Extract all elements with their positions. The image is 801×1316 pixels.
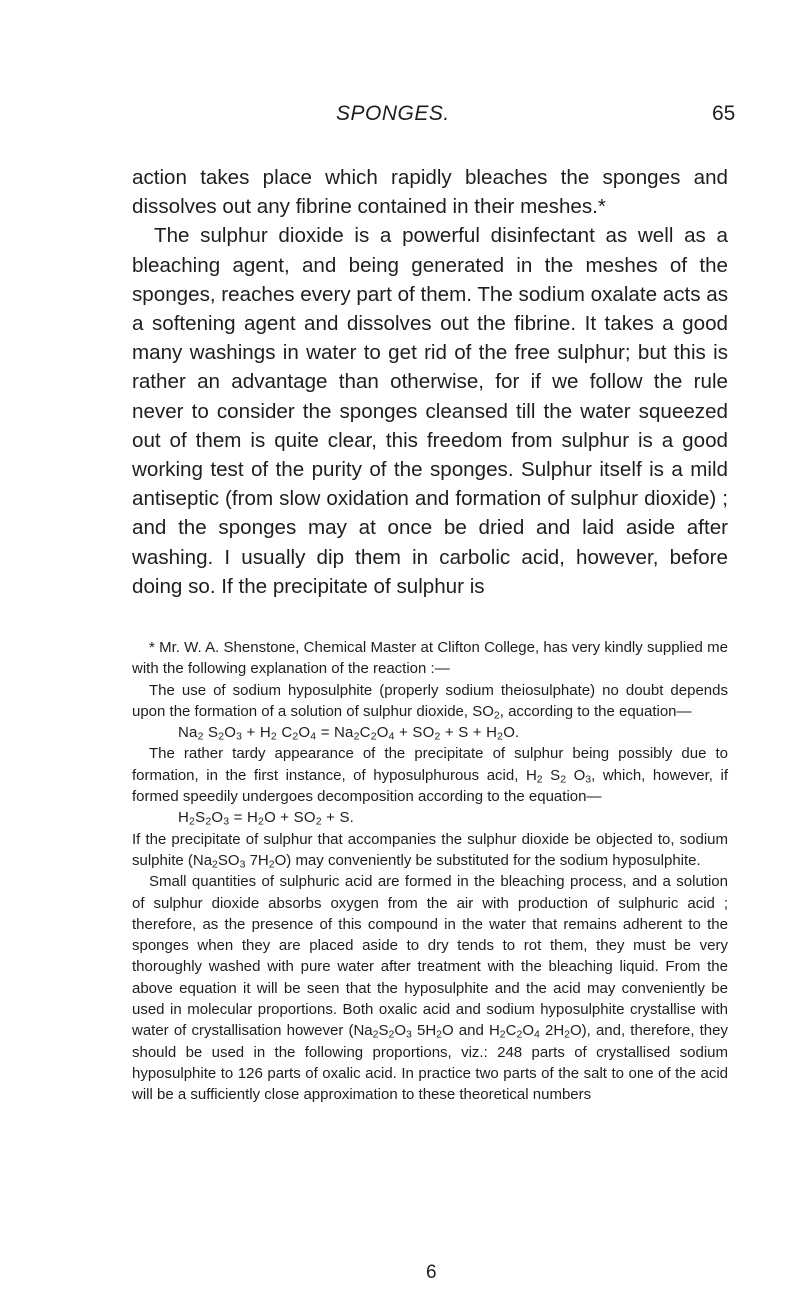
footnote-paragraph: Small quantities of sulphuric acid are formed in the bleaching process, and a solution of sulphur dioxide absorbs oxygen from the air with production of sulphuric acid ; therefore, as the presence of this compound in the water that remains adherent to the sponges when they are placed aside to dry tends to rot them, they must be very thoroughly washed with pure water after treatment with the bleaching liquid. From the above equation it will be seen that the hyposulphite and the acid may conveniently be used in molecular proportions. Both oxalic acid and sodium hyposulphite crystallise with water of crystallisation however ($Na_2S_2O_3$ $5H_2O$ and $H_2C_2O_4$ $2H_2O$), and, therefore, they should be used in the following proportions, viz.: 248 parts of crystallised sodium hyposulphite to 126 parts of oxalic acid. In practice two parts of the salt to one of the acid will be a sufficiently close approximation to these theoretical numbers bbox=[132, 873, 728, 1104]
page-header bbox=[0, 102, 801, 132]
chemical-equation-1: $Na_2$ $S_2O_3 + H_2$ $C_2O_4 = Na_2C_2O_4 + SO_2 + S + H_2O$. bbox=[178, 724, 520, 743]
main-text bbox=[132, 163, 728, 601]
footnote bbox=[132, 637, 728, 1106]
footnote-paragraph: The rather tardy appearance of the precipitate of sulphur being possibly due to formation, in the first instance, of hyposulphurous acid, $H_2$ $S_2$ $O_3$, which, however, if formed speedily undergoes decomposition according to the equation— bbox=[132, 745, 728, 806]
chemical-equation-2: $H_2S_2O_3 = H_2O + SO_2 + S$. bbox=[178, 809, 355, 828]
running-title: SPONGES. bbox=[336, 102, 450, 125]
signature-mark: 6 bbox=[426, 1262, 437, 1283]
footnote-paragraph: The use of sodium hyposulphite (properly sodium theiosulphate) no doubt depends upon the formation of a solution of sulphur dioxide, $SO_2$, according to the equation— bbox=[132, 681, 728, 722]
footnote-paragraph: If the precipitate of sulphur that accompanies the sulphur dioxide be objected to, sodium sulphite ($Na_2SO_3$ $7H_2O$) may conveniently be substituted for the sodium hyposulphite. bbox=[132, 830, 728, 871]
page-number: 65 bbox=[712, 102, 736, 125]
paragraph: action takes place which rapidly bleaches the sponges and dissolves out any fibrine contained in their meshes.* bbox=[132, 166, 728, 219]
paragraph: The sulphur dioxide is a powerful disinfectant as well as a bleaching agent, and being generated in the meshes of the sponges, reaches every part of them. The sodium oxalate acts as a softening agent and dissolves out the fibrine. It takes a good many washings in water to get rid of the free sulphur; but this is rather an advantage than otherwise, for if we follow the rule never to consider the sponges cleansed till the water squeezed out of them is quite clear, this freedom from sulphur is a good working test of the purity of the sponges. Sulphur itself is a mild antiseptic (from slow oxidation and formation of sulphur dioxide) ; and the sponges may at once be dried and laid aside after washing. I usually dip them in carbolic acid, however, before doing so. If the precipitate of sulphur is bbox=[132, 224, 729, 598]
footnote-intro: * Mr. W. A. Shenstone, Chemical Master at Clifton College, has very kindly supplied me with the following explanation of the reaction :— bbox=[132, 639, 728, 678]
